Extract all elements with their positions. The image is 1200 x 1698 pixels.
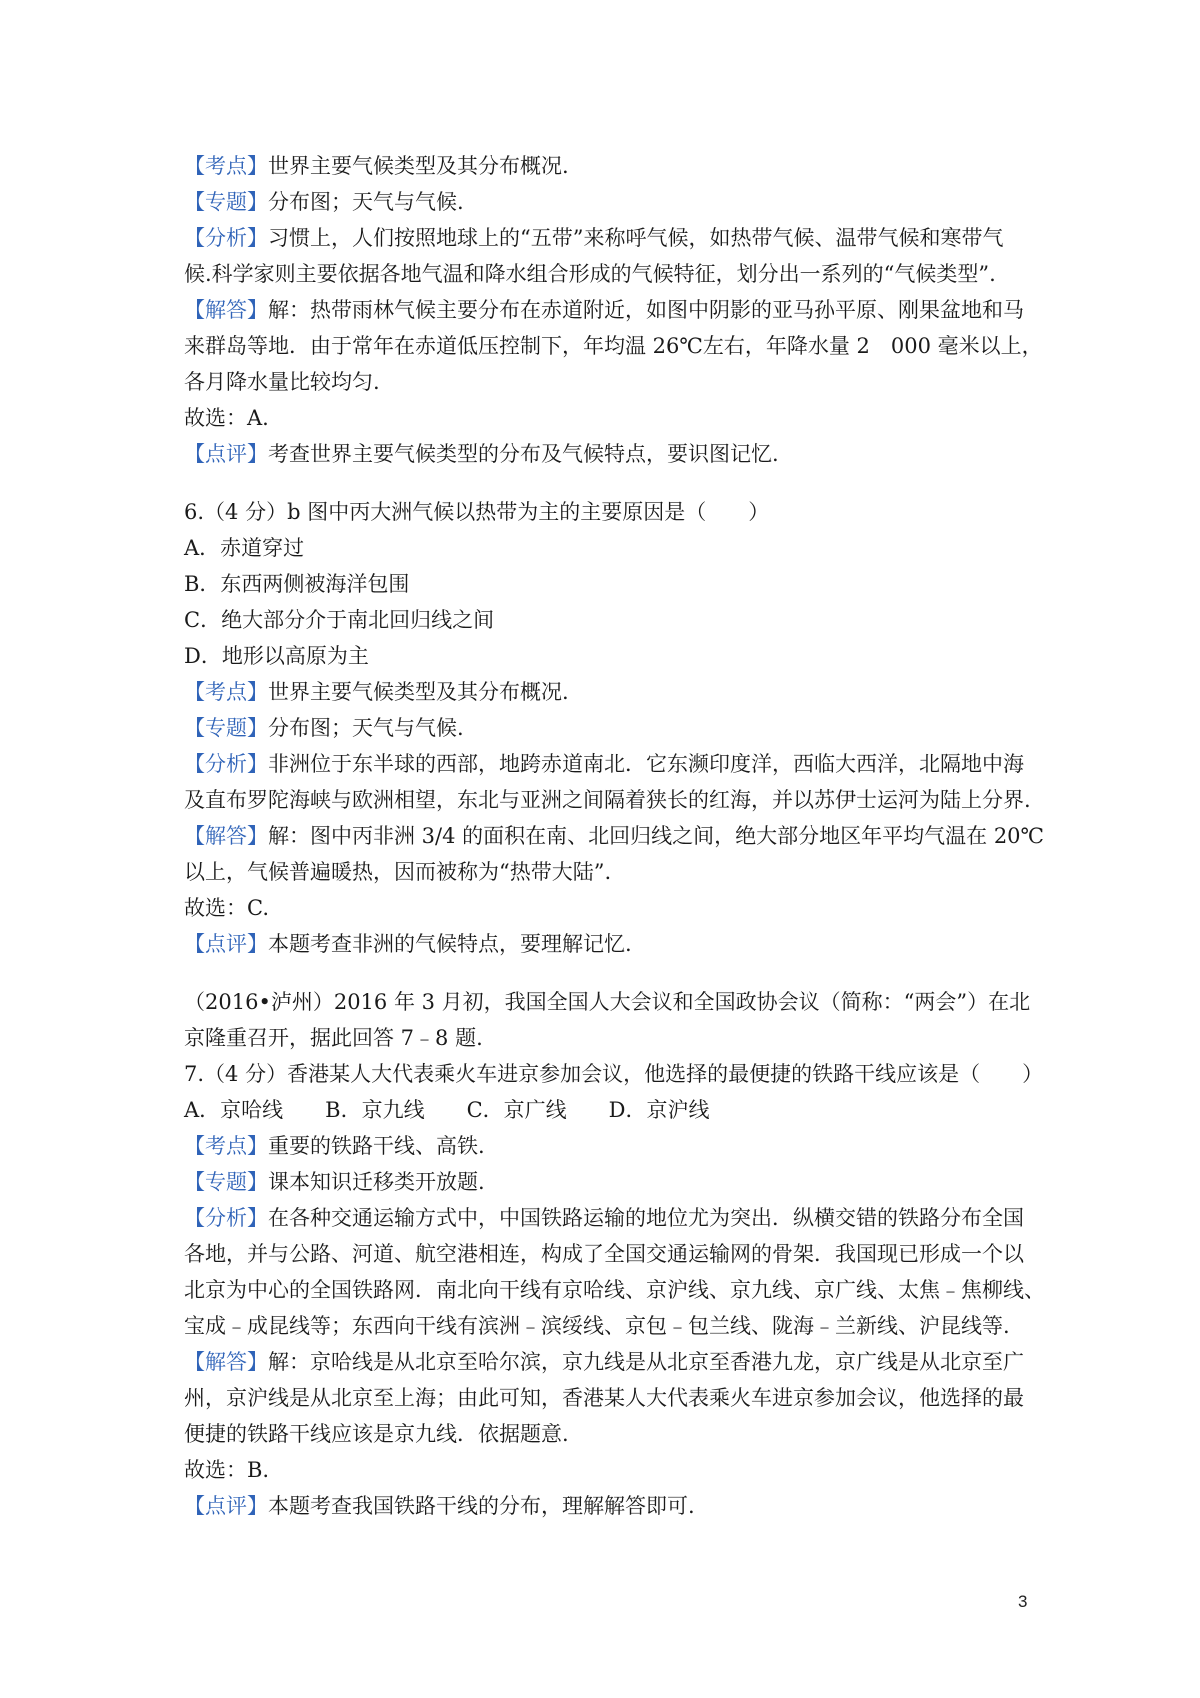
q5-kaodian — [184, 148, 1044, 184]
tag-kaodian: 【考点】 — [184, 1134, 268, 1158]
tag-dianping: 【点评】 — [184, 442, 268, 466]
tag-dianping: 【点评】 — [184, 1494, 268, 1518]
q6-fenxi-line-1 — [184, 746, 1044, 782]
q5-jieda-line-1 — [184, 292, 1044, 328]
q5-fenxi-line-1 — [184, 220, 1044, 256]
tag-jieda: 【解答】 — [184, 824, 268, 848]
q6-jieda-line-2: 以上，气候普遍暖热，因而被称为“热带大陆”. — [184, 860, 612, 884]
q6-option-a: A．赤道穿过 — [184, 536, 305, 560]
dianping-text: 考查世界主要气候类型的分布及气候特点，要识图记忆. — [268, 442, 779, 466]
tag-jieda: 【解答】 — [184, 1350, 268, 1374]
fenxi-text: 习惯上，人们按照地球上的“五带”来称呼气候，如热带气候、温带气候和寒带气 — [268, 226, 1004, 250]
kaodian-text: 世界主要气候类型及其分布概况. — [268, 154, 569, 178]
q7-jieda-line-2: 州，京沪线是从北京至上海；由此可知，香港某人大代表乘火车进京参加会议，他选择的最 — [184, 1386, 1024, 1410]
tag-dianping: 【点评】 — [184, 932, 268, 956]
q7-options: A．京哈线 B．京九线 C．京广线 D．京沪线 — [184, 1098, 710, 1122]
jieda-text: 解：图中丙非洲 3/4 的面积在南、北回归线之间，绝大部分地区年平均气温在 20℃ — [268, 824, 1045, 848]
q5-zhuanti — [184, 184, 1044, 220]
tag-kaodian: 【考点】 — [184, 680, 268, 704]
tag-kaodian: 【考点】 — [184, 154, 268, 178]
q5-fenxi-line-2: 候.科学家则主要依据各地气温和降水组合形成的气候特征，划分出一系列的“气候类型”. — [184, 262, 996, 286]
tag-fenxi: 【分析】 — [184, 1206, 268, 1230]
q7-fenxi-line-4: 宝成﹣成昆线等；东西向干线有滨洲﹣滨绥线、京包﹣包兰线、陇海﹣兰新线、沪昆线等. — [184, 1314, 1010, 1338]
page-content — [184, 148, 1044, 1524]
q7-stem: 7.（4 分）香港某人大代表乘火车进京参加会议，他选择的最便捷的铁路干线应该是（ ） — [184, 1062, 1044, 1086]
q7-guxuan: 故选：B. — [184, 1458, 270, 1482]
q6-zhuanti — [184, 710, 1044, 746]
jieda-text: 解：京哈线是从北京至哈尔滨，京九线是从北京至香港九龙，京广线是从北京至广 — [268, 1350, 1024, 1374]
q6-option-b: B．东西两侧被海洋包围 — [184, 572, 410, 596]
spacer — [184, 962, 1044, 984]
q5-guxuan: 故选：A. — [184, 406, 269, 430]
q6-option-c: C．绝大部分介于南北回归线之间 — [184, 608, 495, 632]
q6-guxuan: 故选：C. — [184, 896, 269, 920]
tag-zhuanti: 【专题】 — [184, 190, 268, 214]
q7-jieda-line-1 — [184, 1344, 1044, 1380]
jieda-text: 解：热带雨林气候主要分布在赤道附近，如图中阴影的亚马孙平原、刚果盆地和马 — [268, 298, 1024, 322]
intro-line-2: 京隆重召开，据此回答 7﹣8 题. — [184, 1026, 483, 1050]
q7-fenxi-line-1 — [184, 1200, 1044, 1236]
q6-stem: 6.（4 分）b 图中丙大洲气候以热带为主的主要原因是（ ） — [184, 500, 770, 524]
q5-jieda-line-3: 各月降水量比较均匀. — [184, 370, 380, 394]
fenxi-text: 在各种交通运输方式中，中国铁路运输的地位尤为突出．纵横交错的铁路分布全国 — [268, 1206, 1024, 1230]
q7-zhuanti — [184, 1164, 1044, 1200]
dianping-text: 本题考查非洲的气候特点，要理解记忆. — [268, 932, 632, 956]
q7-fenxi-line-3: 北京为中心的全国铁路网．南北向干线有京哈线、京沪线、京九线、京广线、太焦﹣焦柳线、 — [184, 1278, 1045, 1302]
tag-zhuanti: 【专题】 — [184, 1170, 268, 1194]
q7-kaodian — [184, 1128, 1044, 1164]
fenxi-text: 非洲位于东半球的西部，地跨赤道南北．它东濒印度洋，西临大西洋，北隔地中海 — [268, 752, 1024, 776]
zhuanti-text: 课本知识迁移类开放题. — [268, 1170, 485, 1194]
q5-dianping — [184, 436, 1044, 472]
q7-dianping — [184, 1488, 1044, 1524]
dianping-text: 本题考查我国铁路干线的分布，理解解答即可. — [268, 1494, 695, 1518]
tag-fenxi: 【分析】 — [184, 752, 268, 776]
q7-fenxi-line-2: 各地，并与公路、河道、航空港相连，构成了全国交通运输网的骨架．我国现已形成一个以 — [184, 1242, 1024, 1266]
q6-fenxi-line-2: 及直布罗陀海峡与欧洲相望，东北与亚洲之间隔着狭长的红海，并以苏伊士运河为陆上分界. — [184, 788, 1031, 812]
zhuanti-text: 分布图；天气与气候. — [268, 190, 464, 214]
q6-kaodian — [184, 674, 1044, 710]
kaodian-text: 重要的铁路干线、高铁. — [268, 1134, 485, 1158]
q5-jieda-line-2: 来群岛等地．由于常年在赤道低压控制下，年均温 26℃左右，年降水量 2 000 毫米以上， — [184, 334, 1043, 358]
q7-jieda-line-3: 便捷的铁路干线应该是京九线．依据题意. — [184, 1422, 569, 1446]
tag-fenxi: 【分析】 — [184, 226, 268, 250]
q6-jieda-line-1 — [184, 818, 1044, 854]
q6-dianping — [184, 926, 1044, 962]
page-number: 3 — [1018, 1592, 1028, 1611]
kaodian-text: 世界主要气候类型及其分布概况. — [268, 680, 569, 704]
spacer — [184, 472, 1044, 494]
intro-line-1: （2016•泸州）2016 年 3 月初，我国全国人大会议和全国政协会议（简称：“两会”）在北 — [184, 990, 1031, 1014]
q6-option-d: D．地形以高原为主 — [184, 644, 369, 668]
tag-jieda: 【解答】 — [184, 298, 268, 322]
tag-zhuanti: 【专题】 — [184, 716, 268, 740]
zhuanti-text: 分布图；天气与气候. — [268, 716, 464, 740]
